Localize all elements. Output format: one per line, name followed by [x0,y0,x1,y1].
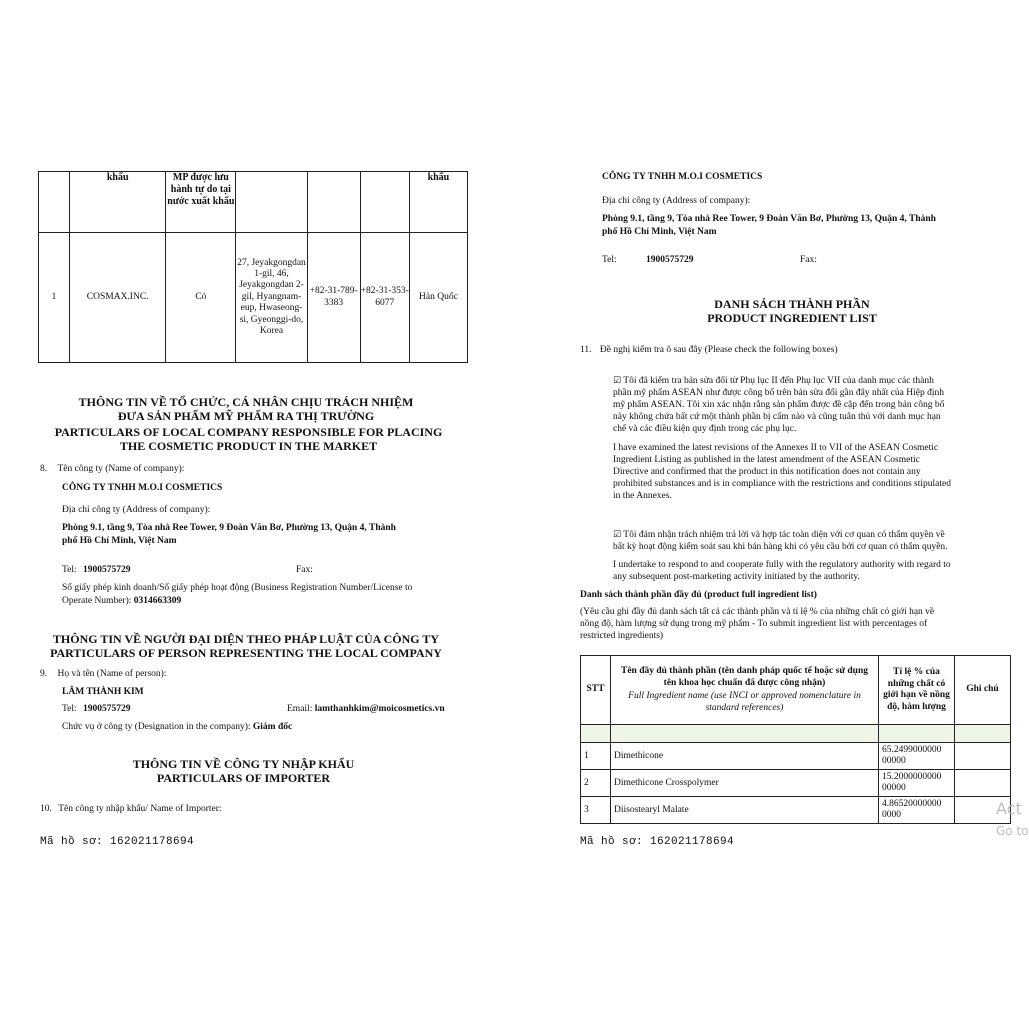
cell-ingredient-name: Dimethicone Crosspolymer [611,770,879,797]
table-row [581,797,1011,824]
file-code: Mã hồ sơ: 162021178694 [580,836,735,848]
header-stt: STT [581,656,611,725]
table-cell-fax: +82-31-353-6077 [360,233,409,363]
local-company-title [0,395,512,453]
declaration-1-vi-line [613,375,1005,387]
tel-value: 1900575729 [646,255,694,265]
declaration-2-vi-line [613,529,1005,541]
header-note: Ghi chú [955,656,1011,725]
position-value: Giám đốc [252,722,293,732]
full-list-note-line: (Yêu cầu ghi đầy đủ danh sách tất cả các thành phần và tỉ lệ % của những chất có giới hạn về [580,607,935,617]
full-list-note-line: nồng độ, hàm lượng sử dụng trong mỹ phẩm - To submit ingredient list with percentages of [580,619,928,629]
cell-percentage: 4.86520000000 0000 [879,797,955,824]
check-prompt: Đề nghị kiểm tra ô sau đây (Please check the following boxes) [599,345,838,355]
cell-note [955,743,1011,770]
full-list-note-line: restricted ingredients) [580,631,664,641]
importer-table-header [307,172,360,233]
declaration-2-en [613,559,1005,583]
declaration-1-en-line: Directive and confirmed that the product in this notification does not contain any [613,467,921,477]
section-11-label [580,344,838,356]
watermark-line-2: Go to [996,824,1029,838]
importer-table-header [360,172,409,233]
cell-stt: 3 [581,797,611,824]
person-name-label: Họ và tên (Name of person): [57,669,167,679]
fax-label: Fax: [296,565,313,575]
cell-percentage: 65.2499000000 00000 [879,743,955,770]
spacer-cell [611,725,879,743]
address-line-2: phố Hồ Chí Minh, Việt Nam [602,227,717,237]
declaration-1-en-line: prohibited substances and is in compliance with the restrictions and conditions stipulated [613,479,951,489]
email-value: lamthanhkim@moicosmetics.vn [314,704,445,714]
declaration-1-en-line: Ingredient Listing as published in the latest amendment of the ASEAN Cosmetic [613,455,920,465]
person-position-row [62,721,292,733]
address-line-1: Phòng 9.1, tầng 9, Tòa nhà Ree Tower, 9 Đoàn Văn Bơ, Phường 13, Quận 4, Thành [62,523,396,533]
spacer-cell [879,725,955,743]
cell-ingredient-name: Dimethicone [611,743,879,770]
activation-watermark [996,800,1024,818]
representative-title-vi: THÔNG TIN VỀ NGƯỜI ĐẠI DIỆN THEO PHÁP LUẬT CỦA CÔNG TY [52,632,440,646]
section-8-label [40,463,184,475]
importer-title-en: PARTICULARS OF IMPORTER [156,771,331,785]
fax-label: Fax: [800,255,817,265]
ingredient-table-header-row [581,656,1011,725]
cell-stt: 2 [581,770,611,797]
person-tel-row [62,703,131,715]
table-row [581,770,1011,797]
cell-percentage: 15.2000000000 00000 [879,770,955,797]
importer-title [0,757,512,785]
checkbox-checked-icon[interactable]: ☑ [613,376,622,386]
email-label: Email: [287,704,313,714]
cell-note [955,770,1011,797]
table-cell-free-sale: Có [166,233,236,363]
declaration-2-vi-line: bất kỳ hoạt động kiểm soát sau khi bán hàng khi có yêu cầu bởi cơ quan có thẩm quyền. [613,542,948,552]
item-number: 11. [580,345,592,355]
section-10-label [40,803,222,815]
license-line-2 [62,595,181,607]
left-document-page [0,0,512,1024]
person-email-row [287,703,445,715]
local-company-title-en-2: THE COSMETIC PRODUCT IN THE MARKET [119,439,378,453]
item-number: 8. [40,464,48,474]
table-cell-country: Hàn Quốc [409,233,467,363]
item-number: 10. [40,804,52,814]
importer-table-header: khẩu [409,172,467,233]
table-row [39,233,468,363]
company-name-value: CÔNG TY TNHH M.O.I COSMETICS [62,483,223,493]
spacer-cell [581,725,611,743]
table-row-spacer [581,725,1011,743]
tel-label: Tel: [62,565,77,575]
table-cell-phone: +82-31-789-3383 [307,233,360,363]
table-cell-stt: 1 [39,233,70,363]
license-label: Operate Number): [62,596,132,606]
right-document-page [512,0,1029,1024]
person-name-value: LÂM THÀNH KIM [62,687,144,697]
address-line-2: phố Hồ Chí Minh, Việt Nam [62,536,177,546]
importer-table-header [39,172,70,233]
section-9-label [40,668,166,680]
local-company-title-vi-1: THÔNG TIN VỀ TỔ CHỨC, CÁ NHÂN CHỊU TRÁCH NHIỆM [78,395,414,409]
declaration-1-vi [613,375,1005,435]
tel-label: Tel: [602,255,617,265]
item-number: 9. [40,669,48,679]
checkbox-checked-icon[interactable]: ☑ [613,530,622,540]
declaration-2-vi [613,529,1005,553]
activation-watermark-sub [996,824,1029,838]
position-label: Chức vụ ở công ty (Designation in the company): [62,722,251,732]
cell-ingredient-name: Diisostearyl Malate [611,797,879,824]
header-ingredient-name-vi: Tên đầy đủ thành phần (tên danh pháp quốc tế hoặc sử dụng tên khoa học chuẩn đã được công nhận) [621,666,868,688]
representative-title [0,632,512,660]
local-company-title-en-1: PARTICULARS OF LOCAL COMPANY RESPONSIBLE FOR PLACING [54,425,443,439]
tel-value: 1900575729 [83,704,131,714]
declaration-1-vi-line: chế và các điều kiện quy định trong các phụ lục. [613,424,797,434]
importer-table-header: khẩu [70,172,166,233]
cell-stt: 1 [581,743,611,770]
importer-name-label: Tên công ty nhập khẩu/ Name of Importer: [58,804,222,814]
header-ingredient-name [611,656,879,725]
declaration-1-en-line: in the Annexes. [613,491,672,501]
representative-title-en: PARTICULARS OF PERSON REPRESENTING THE LOCAL COMPANY [50,646,442,660]
declaration-1-vi-line: này không chứa bất cứ một thành phần bị cấm nào và cũng tuân thủ với danh mục hạn [613,412,941,422]
ingredient-title-vi: DANH SÁCH THÀNH PHẦN [714,297,870,311]
importer-title-vi: THÔNG TIN VỀ CÔNG TY NHẬP KHẨU [132,757,355,771]
importer-table [38,171,468,363]
declaration-1-vi-line: mỹ phẩm ASEAN. Tôi xin xác nhận rằng sản phẩm được đề cập đến trong bản công bố [613,400,945,410]
declaration-1-en-line: I have examined the latest revisions of the Annexes II to VII of the ASEAN Cosmetic [613,443,939,453]
importer-table-header [236,172,307,233]
company-name-label: Tên công ty (Name of company): [57,464,185,474]
table-cell-manufacturer: COSMAX.INC. [70,233,166,363]
tel-row [62,564,131,576]
text-line: Tôi đảm nhận trách nhiệm trả lời và hợp tác toàn diện với cơ quan có thẩm quyền về [623,530,945,540]
declaration-1-en [613,442,1005,502]
importer-table-header: MP được lưu hành tự do tại nước xuất khẩu [166,172,236,233]
tel-value: 1900575729 [83,565,131,575]
license-value: 0314663309 [133,596,182,606]
full-list-note [580,606,1008,642]
declaration-1-vi-line: phần mỹ phẩm ASEAN như được công bố trên bản sửa đổi gần đây nhất của Hiệp định [613,388,945,398]
watermark-line-1: Act [996,799,1022,818]
table-row [581,743,1011,770]
spacer-cell [955,725,1011,743]
full-list-heading: Danh sách thành phần đầy đủ (product full ingredient list) [580,590,817,600]
header-ingredient-name-en: Full Ingredient name (use INCI or approved nomenclature in standard references) [628,691,861,713]
ingredient-table [580,655,1011,824]
license-line-1: Số giấy phép kinh doanh/Số giấy phép hoạt động (Business Registration Number/License to [62,583,413,593]
declaration-2-en-line: I undertake to respond to and cooperate fully with the regulatory authority with regard to [613,560,951,570]
file-code: Mã hồ sơ: 162021178694 [40,836,195,848]
table-cell-address: 27, Jeyakgongdan 1-gil, 46, Jeyakgongdan 2-gil, Hyangnam-eup, Hwaseong-si, Gyeonggi-do, Korea [236,233,307,363]
address-label: Địa chỉ công ty (Address of company): [62,505,211,515]
local-company-title-vi-2: ĐƯA SẢN PHẨM MỸ PHẨM RA THỊ TRƯỜNG [117,409,375,423]
ingredient-title-en: PRODUCT INGREDIENT LIST [707,311,877,325]
text-line: Tôi đã kiểm tra bản sửa đổi từ Phụ lục II đến Phụ lục VII của danh mục các thành [623,376,934,386]
header-percentage: Tỉ lệ % của những chất có giới hạn về nồng độ, hàm lượng [879,656,955,725]
declaration-2-en-line: any subsequent post-marketing activity initiated by the authority. [613,572,860,582]
address-line-1: Phòng 9.1, tầng 9, Tòa nhà Ree Tower, 9 Đoàn Văn Bơ, Phường 13, Quận 4, Thành [602,214,936,224]
ingredient-list-title [572,297,1012,325]
importer-table-header-row [39,172,468,233]
company-name-value: CÔNG TY TNHH M.O.I COSMETICS [602,172,763,182]
tel-label: Tel: [62,704,77,714]
address-label: Địa chỉ công ty (Address of company): [602,196,751,206]
